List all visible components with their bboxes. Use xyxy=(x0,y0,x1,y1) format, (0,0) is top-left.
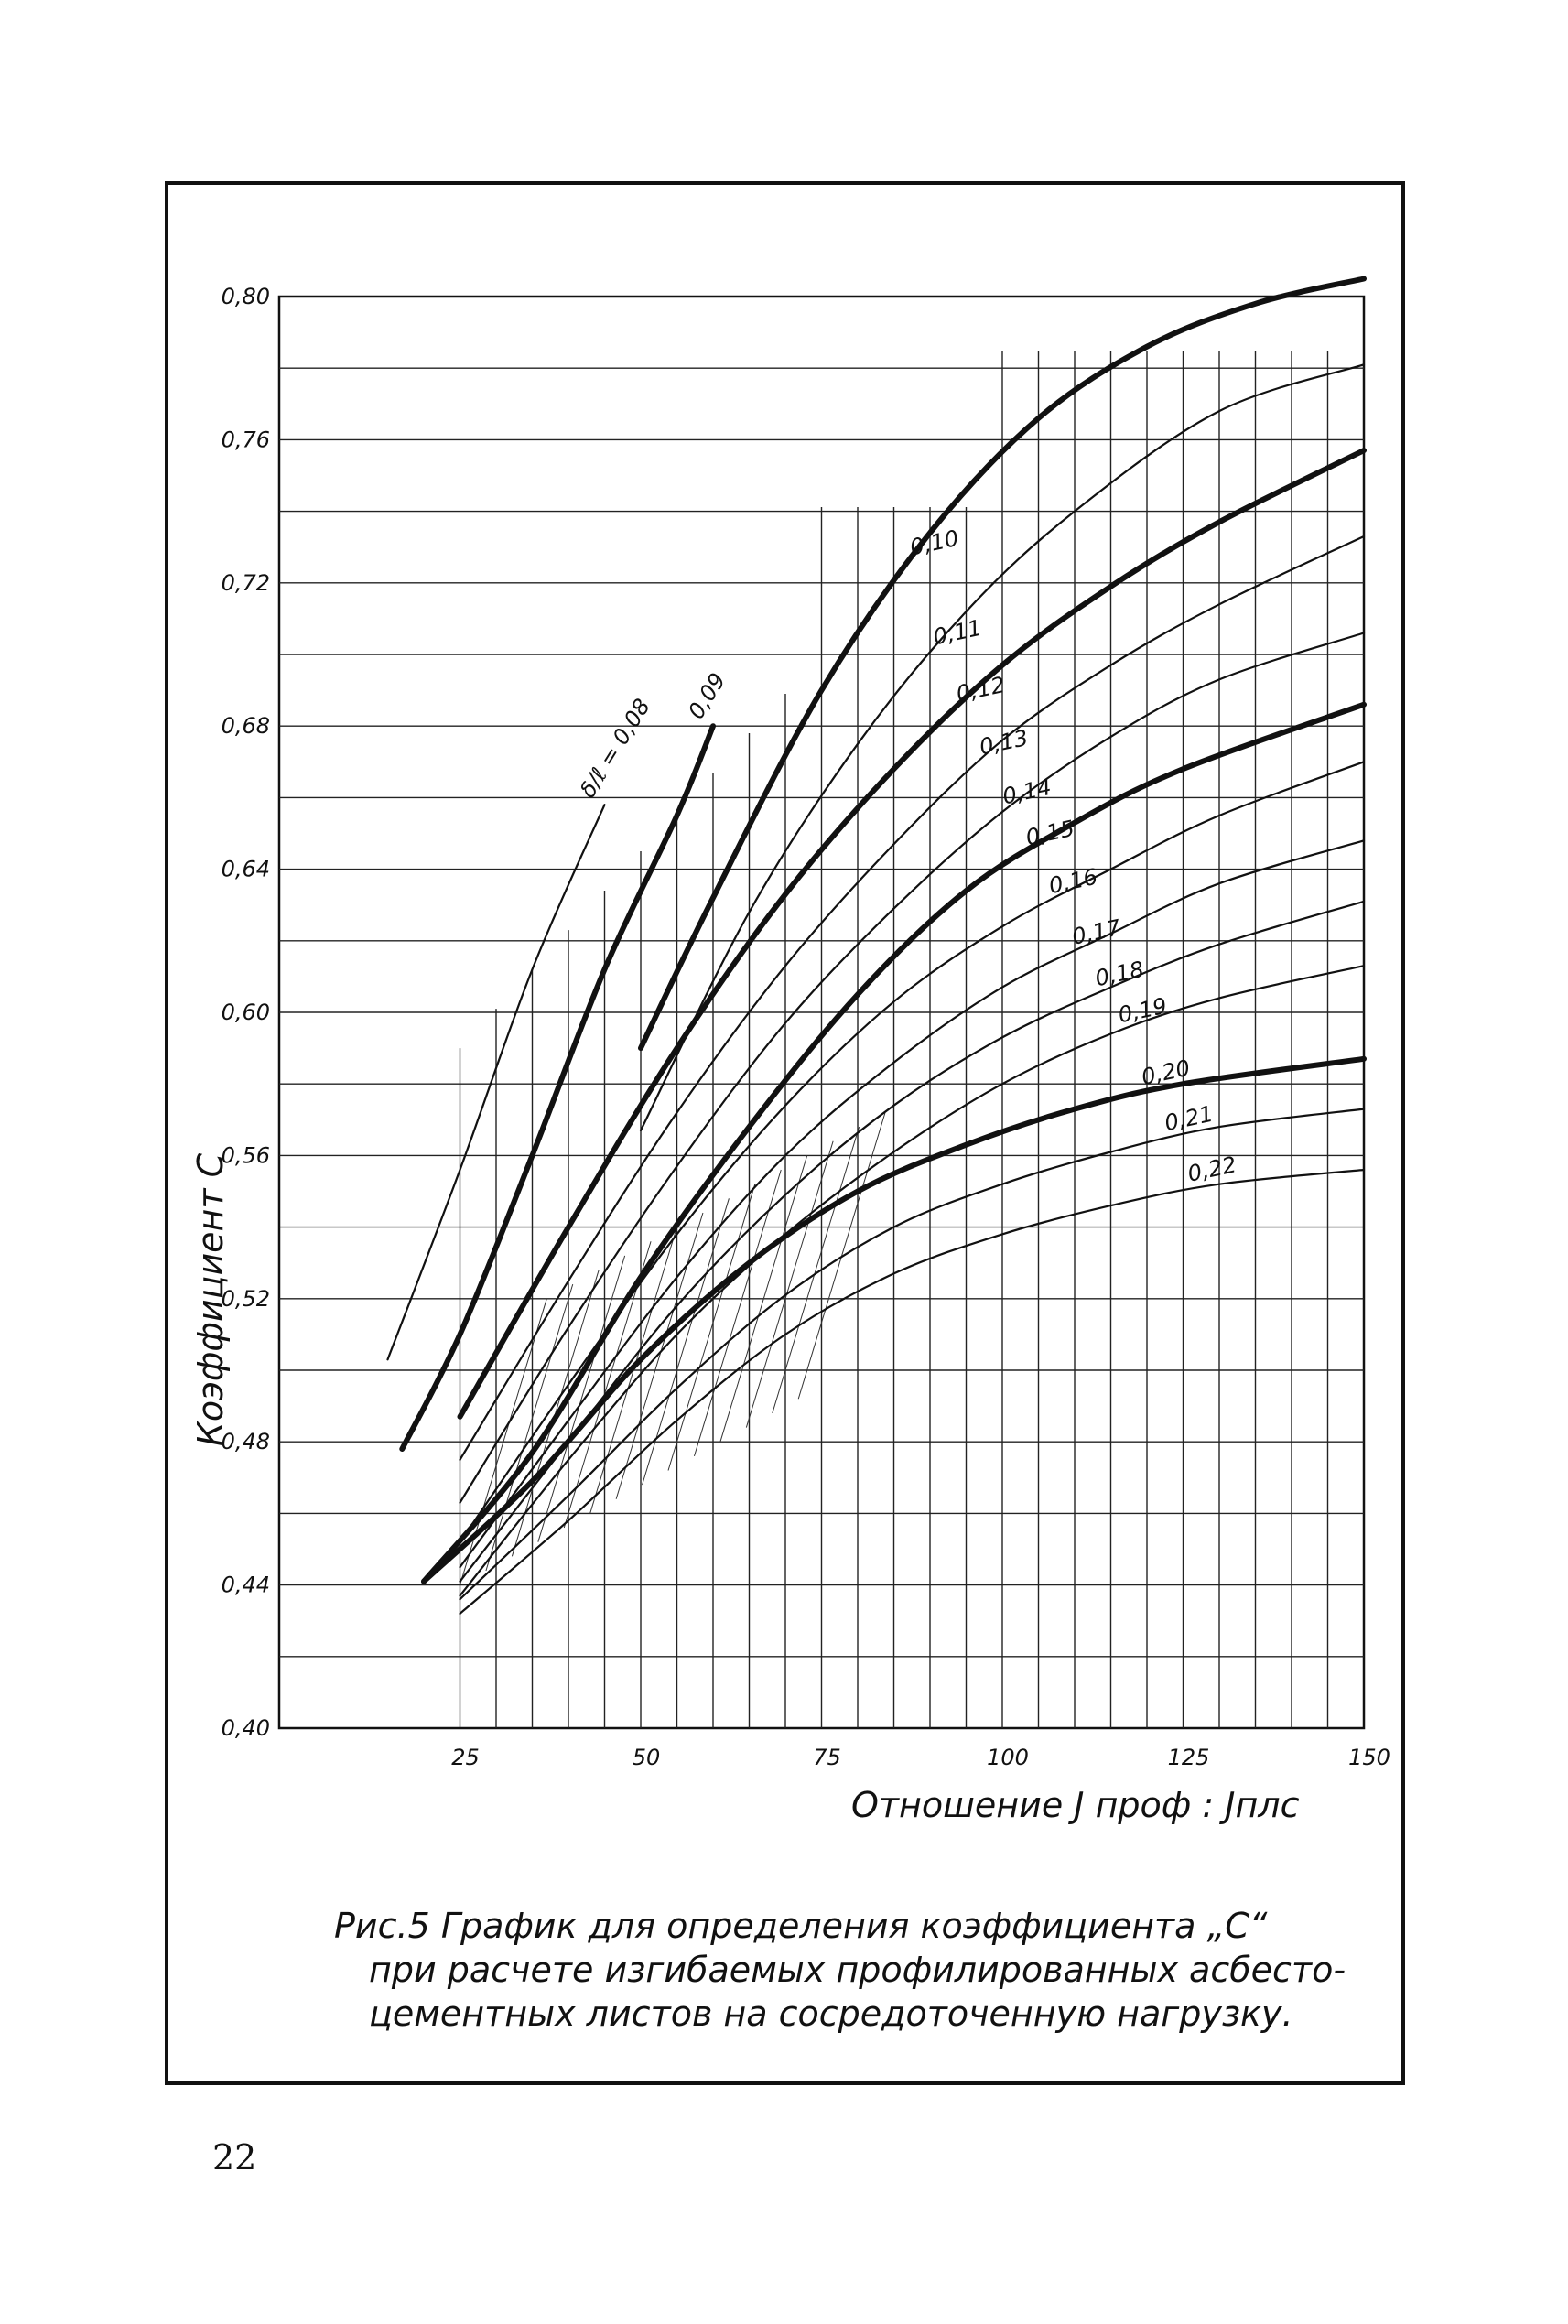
curve-label: 0,22 xyxy=(1185,1151,1239,1187)
y-tick-label: 0,56 xyxy=(221,1142,270,1169)
y-tick-label: 0,64 xyxy=(221,856,270,882)
curve-009 xyxy=(402,726,713,1449)
figure-caption xyxy=(334,1904,1350,2036)
y-tick-label: 0,48 xyxy=(221,1429,270,1455)
page-number: 22 xyxy=(212,2137,257,2178)
curve-label: 0,13 xyxy=(977,724,1031,761)
curve-label: 0,21 xyxy=(1162,1100,1216,1137)
curve-label: 0,09 xyxy=(683,668,731,724)
caption-line-2: при расчете изгибаемых профилированных асбесто- xyxy=(369,1950,1346,1990)
y-tick-label: 0,80 xyxy=(221,284,270,309)
y-axis-title: Коэффициент C xyxy=(190,1152,231,1447)
curve-labels xyxy=(575,525,1238,1187)
y-tick-label: 0,52 xyxy=(221,1285,270,1312)
curve-label: 0,15 xyxy=(1023,815,1077,851)
curve-label: 0,14 xyxy=(1000,773,1054,810)
caption-line-3: цементных листов на сосредоточенную нагрузку. xyxy=(369,1994,1293,2034)
hatch-line xyxy=(746,1141,833,1428)
y-tick-label: 0,44 xyxy=(221,1572,270,1598)
curve-label: 0,10 xyxy=(907,524,961,561)
curve-012 xyxy=(460,450,1365,1417)
x-tick-label: 25 xyxy=(451,1745,480,1770)
y-tick-label: 0,60 xyxy=(221,1000,270,1025)
x-tick-label: 150 xyxy=(1348,1745,1390,1770)
curve-label: 0,17 xyxy=(1069,914,1123,950)
curve-label: 0,19 xyxy=(1116,992,1170,1029)
curve-018 xyxy=(460,902,1365,1582)
curve-label: 0,12 xyxy=(954,671,1008,708)
grid xyxy=(279,297,1364,1728)
x-axis-title: Отношение J проф : Jплс xyxy=(851,1785,1300,1825)
x-tick-label: 75 xyxy=(813,1745,841,1770)
y-tick-label: 0,76 xyxy=(221,427,270,453)
y-tick-label: 0,72 xyxy=(221,569,270,596)
curve-label: 0,11 xyxy=(931,614,985,651)
hatch-line xyxy=(694,1170,781,1456)
x-tick-label: 50 xyxy=(632,1745,661,1770)
curve-label: 0,18 xyxy=(1092,956,1147,992)
y-tick-label: 0,68 xyxy=(221,713,270,740)
y-tick-label: 0,40 xyxy=(221,1715,270,1741)
curve-label: 0,20 xyxy=(1139,1054,1193,1091)
x-tick-label: 100 xyxy=(987,1745,1029,1770)
tick-labels xyxy=(222,284,1390,1770)
caption-line-1: Рис.5 График для определения коэффициента „С“ xyxy=(334,1906,1268,1946)
curve-017 xyxy=(460,840,1365,1567)
x-tick-label: 125 xyxy=(1167,1745,1210,1770)
curve-label: δ/ℓ = 0,08 xyxy=(574,694,655,803)
curve-label: 0,16 xyxy=(1046,863,1100,900)
